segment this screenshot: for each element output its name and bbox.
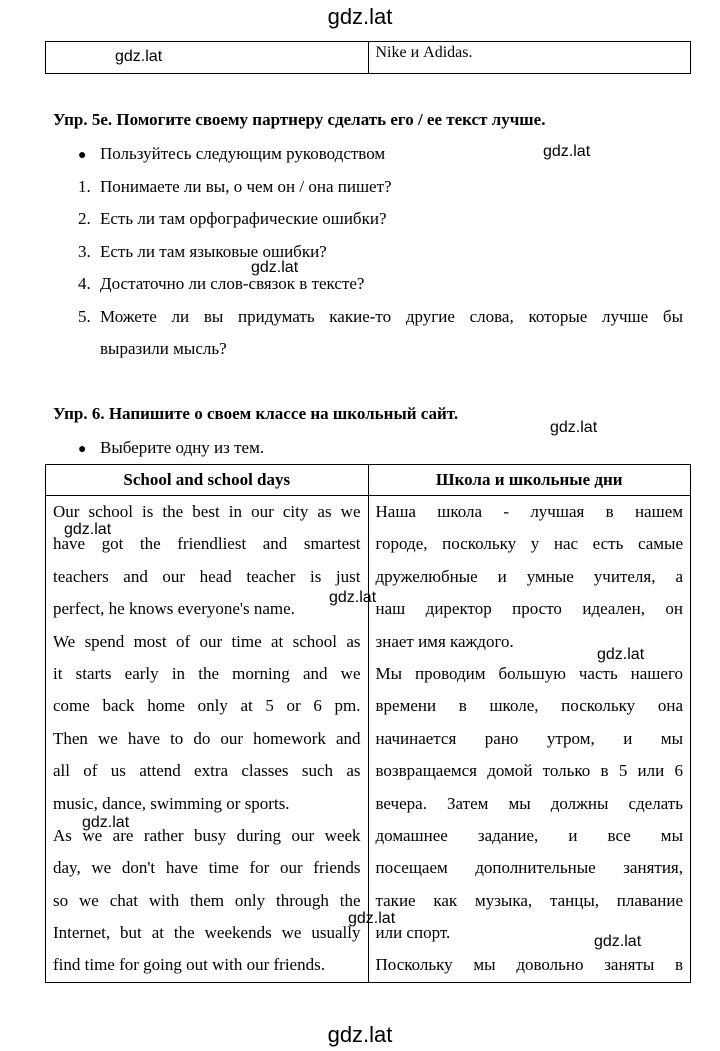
exercise-6-heading: Упр. 6. Напишите о своем классе на школьный сайт. xyxy=(53,404,459,423)
list-item: Можете ли вы придумать какие-то другие слова, которые лучше бы xyxy=(100,307,683,326)
text-line: it starts early in the morning and we xyxy=(53,663,361,683)
list-item: Есть ли там орфографические ошибки? xyxy=(100,209,387,228)
english-text-cell xyxy=(46,496,369,983)
watermark: gdz.lat xyxy=(82,814,130,831)
text-line: We spend most of our time at school as xyxy=(53,631,361,651)
text-line: Мы проводим большую часть нашего xyxy=(375,663,683,683)
watermark: gdz.lat xyxy=(329,589,377,606)
watermark-top: gdz.lat xyxy=(327,4,393,29)
text-line: come back home only at 5 or 6 pm. xyxy=(53,696,361,716)
text-line: посещаем дополнительные занятия, xyxy=(375,858,683,878)
text-line: day, we don't have time for our friends xyxy=(53,858,361,878)
list-number: 4. xyxy=(78,274,91,293)
watermark: gdz.lat xyxy=(550,419,598,436)
text-line: Поскольку мы довольно заняты в xyxy=(375,955,683,975)
exercise-5e-heading: Упр. 5е. Помогите своему партнеру сделать его / ее текст лучше. xyxy=(53,110,546,129)
watermark: gdz.lat xyxy=(64,521,112,538)
topic-bullet-text: Выберите одну из тем. xyxy=(100,438,265,457)
text-line: такие как музыка, танцы, плавание xyxy=(375,890,683,910)
bullet-icon: ● xyxy=(78,148,87,163)
text-line: городе, поскольку у нас есть самые xyxy=(375,534,683,554)
watermark: gdz.lat xyxy=(594,933,642,950)
text-line: дружелюбные и умные учителя, а xyxy=(375,566,683,586)
list-item: Есть ли там языковые ошибки? xyxy=(100,242,327,261)
text-line: вечера. Затем мы должны сделать xyxy=(375,793,683,813)
watermark: gdz.lat xyxy=(115,48,163,65)
text-line: Наша школа - лучшая в нашем xyxy=(375,502,683,521)
watermark: gdz.lat xyxy=(348,910,396,927)
text-line: music, dance, swimming or sports. xyxy=(53,793,290,813)
list-number: 5. xyxy=(78,307,91,326)
text-line: Our school is the best in our city as we xyxy=(53,502,361,521)
top-table xyxy=(45,41,691,74)
text-line: начинается рано утром, и мы xyxy=(375,728,683,748)
top-table-left-cell xyxy=(46,42,369,74)
text-line: Then we have to do our homework and xyxy=(53,728,361,748)
bullet-icon: ● xyxy=(78,442,87,457)
guide-bullet-text: Пользуйтесь следующим руководством xyxy=(100,144,386,163)
text-line: perfect, he knows everyone's name. xyxy=(53,599,295,619)
column-header-ru: Школа и школьные дни xyxy=(368,465,691,496)
text-line: или спорт. xyxy=(375,923,451,943)
text-line: have got the friendliest and smartest xyxy=(53,534,361,554)
list-item: Понимаете ли вы, о чем он / она пишет? xyxy=(100,177,392,196)
list-number: 3. xyxy=(78,242,91,261)
watermark: gdz.lat xyxy=(543,143,591,160)
top-table-right-cell: Nike и Adidas. xyxy=(368,42,691,74)
topic-table xyxy=(45,464,691,983)
list-number: 2. xyxy=(78,209,91,228)
text-line: Internet, but at the weekends we usually xyxy=(53,923,361,943)
watermark: gdz.lat xyxy=(251,259,299,276)
list-item: Достаточно ли слов-связок в тексте? xyxy=(100,274,365,293)
list-item-continuation: выразили мысль? xyxy=(100,339,227,358)
watermark-bottom: gdz.lat xyxy=(327,1022,393,1047)
text-line: all of us attend extra classes such as xyxy=(53,761,361,781)
watermark: gdz.lat xyxy=(597,646,645,663)
text-line: наш директор просто идеален, он xyxy=(375,599,683,619)
text-line: времени в школе, поскольку она xyxy=(375,696,683,716)
text-line: знает имя каждого. xyxy=(375,631,514,651)
text-line: домашнее задание, и все мы xyxy=(375,825,683,845)
list-number: 1. xyxy=(78,177,91,196)
russian-text-cell xyxy=(368,496,691,983)
column-header-en: School and school days xyxy=(46,465,369,496)
text-line: teachers and our head teacher is just xyxy=(53,566,361,586)
text-line: find time for going out with our friends. xyxy=(53,955,325,975)
text-line: As we are rather busy during our week xyxy=(53,825,361,845)
text-line: so we chat with them only through the xyxy=(53,890,361,910)
text-line: возвращаемся домой только в 5 или 6 xyxy=(375,761,683,781)
